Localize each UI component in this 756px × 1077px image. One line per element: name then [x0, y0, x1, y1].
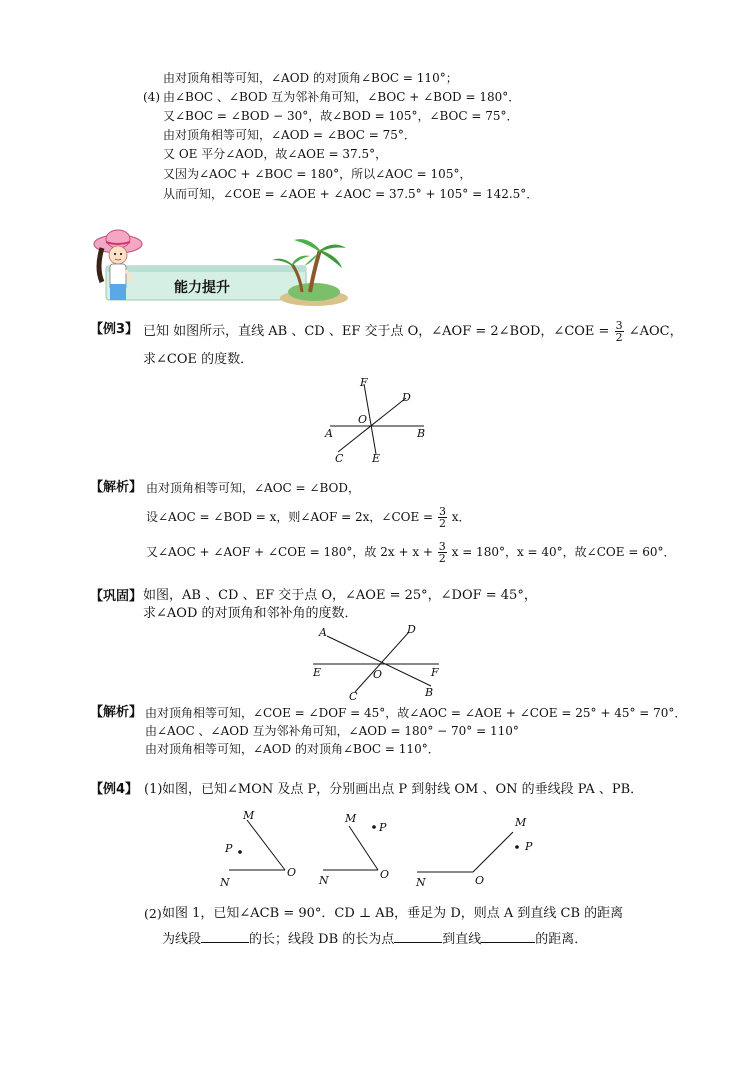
fraction: $\frac{3}{2}$ [438, 540, 446, 565]
label-E: E [372, 452, 381, 465]
solution-line-7: 从而可知，∠COE = ∠AOE + ∠AOC = 37.5° + 105° = 142.5°． [163, 187, 539, 201]
example-4-part-2-line-1: 如图 1，已知∠ACB = 90°．CD ⊥ AB，垂足为 D，则点 A 到直线 CB 的距离 [162, 906, 624, 921]
solution-line-6: 又因为∠AOC + ∠BOC = 180°，所以∠AOC = 105°， [163, 167, 472, 181]
consolidate-analysis-3: 由对顶角相等可知，∠AOD 的对顶角∠BOC = 110°． [145, 742, 440, 756]
consolidate-figure [305, 620, 455, 702]
angle-figure-1 [219, 809, 296, 889]
example-3-text-b: ∠AOC， [628, 324, 683, 339]
label-A: A [325, 427, 333, 440]
example-4-part-2-line-2: 为线段 的长；线段 DB 的长为点 到直线 的距离． [162, 932, 588, 947]
angle-figure-3 [415, 816, 533, 889]
answer-blank-3[interactable] [481, 930, 535, 943]
label-C: C [335, 452, 344, 465]
example-3-analysis-2: 设∠AOC = ∠BOD = x，则∠AOF = 2x，∠COE = $\frac{3}{2}$ x． [146, 505, 471, 530]
example-3-analysis-tag: 【解析】 [90, 480, 143, 495]
label-M: M [515, 816, 527, 829]
fraction: $\frac{3}{2}$ [438, 505, 446, 530]
part-2-label: (2) [144, 906, 162, 921]
example-3-text-a: 已知 如图所示，直线 AB 、CD 、EF 交于点 O，∠AOF = 2∠BOD，∠COE = [143, 324, 610, 339]
example-3-analysis-1: 由对顶角相等可知，∠AOC = ∠BOD， [146, 481, 360, 495]
label-D: D [407, 623, 416, 636]
consolidate-analysis-tag: 【解析】 [90, 705, 143, 720]
line-CD [355, 632, 409, 692]
solution-line-1: 由对顶角相等可知，∠AOD 的对顶角∠BOC = 110°； [163, 71, 458, 85]
label-M: M [345, 812, 357, 825]
fraction: $\frac{3}{2}$ [615, 319, 623, 344]
label-O: O [358, 413, 368, 426]
label-B: B [417, 427, 426, 440]
label-N: N [416, 876, 426, 889]
label-O: O [475, 874, 485, 887]
label-N: N [220, 876, 230, 889]
consolidate-analysis-1: 由对顶角相等可知，∠COE = ∠DOF = 45°，故∠AOC = ∠AOE + ∠COE = 25° + 45° = 70°． [145, 706, 687, 720]
label-F: F [431, 666, 439, 679]
part-4-label: (4) [143, 90, 160, 104]
label-P: P [525, 840, 533, 853]
label-B: B [425, 686, 434, 699]
label-P: P [379, 821, 387, 834]
solution-line-3: 又∠BOC = ∠BOD − 30°，故∠BOD = 105°，∠BOC = 75°． [163, 109, 519, 123]
label-N: N [319, 874, 329, 887]
part-1-label: (1) [144, 782, 163, 797]
solution-line-4: 由对顶角相等可知，∠AOD = ∠BOC = 75°． [163, 128, 416, 142]
label-C: C [349, 690, 358, 702]
example-4-part-1: 如图，已知∠MON 及点 P，分别画出点 P 到射线 OM 、ON 的垂线段 PA 、PB． [162, 782, 644, 797]
answer-blank-1[interactable] [201, 930, 249, 943]
label-P: P [225, 842, 233, 855]
example-4-tag: 【例4】 [90, 782, 139, 797]
answer-blank-2[interactable] [394, 930, 442, 943]
banner-title: 能力提升 [174, 280, 230, 296]
line-CD [338, 398, 406, 452]
label-D: D [402, 391, 411, 404]
angle-figure-2 [318, 812, 389, 887]
example-3-statement [143, 320, 683, 343]
example-3-analysis-3: 又∠AOC + ∠AOF + ∠COE = 180°，故 2x + x + $\frac{3}{2}$ x = 180°，x = 40°，故∠COE = 60°． [146, 540, 676, 565]
consolidate-tag: 【巩固】 [90, 589, 143, 604]
label-O: O [287, 866, 297, 879]
solution-line-5: 又 OE 平分∠AOD，故∠AOE = 37.5°， [163, 147, 388, 161]
consolidate-line-1: 如图，AB 、CD 、EF 交于点 O，∠AOE = 25°，∠DOF = 45°， [143, 588, 537, 603]
section-banner [88, 222, 350, 310]
label-O: O [380, 868, 390, 881]
consolidate-line-2: 求∠AOD 的对顶角和邻补角的度数． [143, 606, 358, 621]
label-E: E [313, 666, 322, 679]
example-3-figure [320, 374, 440, 466]
example-3-question: 求∠COE 的度数． [143, 352, 254, 367]
label-O: O [373, 668, 383, 681]
example-3-tag: 【例3】 [90, 322, 139, 337]
label-A: A [319, 626, 327, 639]
solution-line-2: 由∠BOC 、∠BOD 互为邻补角可知，∠BOC + ∠BOD = 180°． [163, 90, 521, 104]
label-F: F [360, 376, 368, 389]
consolidate-analysis-2: 由∠AOC 、∠AOD 互为邻补角可知，∠AOD = 180° − 70° = 110° [145, 724, 519, 738]
example-4-figures [215, 806, 545, 892]
label-M: M [243, 809, 255, 822]
